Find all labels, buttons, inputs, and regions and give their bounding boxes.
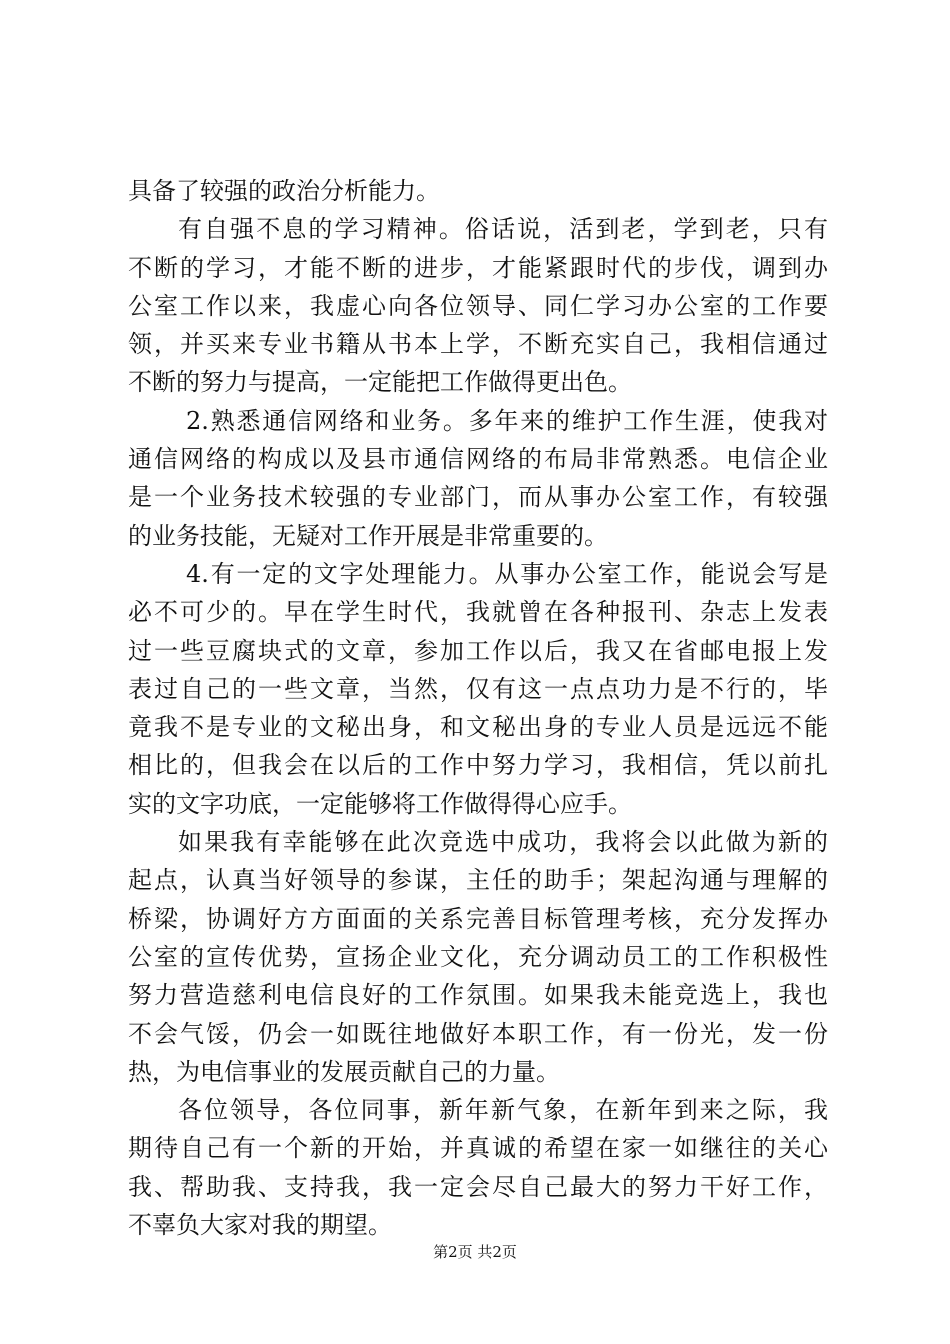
text-line: 通信网络的构成以及县市通信网络的布局非常熟悉。电信企业 [128, 445, 828, 474]
text-line: 表过自己的一些文章，当然，仅有这一点点功力是不行的，毕 [128, 674, 828, 703]
text-line: 是一个业务技术较强的专业部门，而从事办公室工作，有较强 [128, 483, 828, 512]
text-line: 起点，认真当好领导的参谋，主任的助手；架起沟通与理解的 [128, 866, 828, 895]
paragraph-writing-ability [128, 555, 828, 823]
text-line: 过一些豆腐块式的文章，参加工作以后，我又在省邮电报上发 [128, 636, 828, 665]
text-line: 相比的，但我会在以后的工作中努力学习，我相信，凭以前扎 [128, 751, 828, 780]
text-line: 不断的学习，才能不断的进步，才能紧跟时代的步伐，调到办 [128, 253, 828, 282]
text-line: 4.有一定的文字处理能力。从事办公室工作，能说会写是 [186, 559, 828, 588]
text-line: 领，并买来专业书籍从书本上学，不断充实自己，我相信通过 [128, 330, 828, 359]
text-line: 各位领导，各位同事，新年新气象，在新年到来之际，我 [178, 1096, 828, 1125]
paragraph-closing [128, 1091, 828, 1244]
paragraph-network-knowledge [128, 402, 828, 555]
text-line: 有自强不息的学习精神。俗话说，活到老，学到老，只有 [178, 215, 828, 244]
text-line: 公室工作以来，我虚心向各位领导、同仁学习办公室的工作要 [128, 291, 828, 320]
text-line: 期待自己有一个新的开始，并真诚的希望在家一如继往的关心 [128, 1134, 828, 1163]
text-line: 必不可少的。早在学生时代，我就曾在各种报刊、杂志上发表 [128, 598, 828, 627]
text-line: 的业务技能，无疑对工作开展是非常重要的。 [128, 521, 608, 550]
text-line: 努力营造慈利电信良好的工作氛围。如果我未能竞选上，我也 [128, 981, 828, 1010]
text-line: 不会气馁，仍会一如既往地做好本职工作，有一份光，发一份 [128, 1019, 828, 1048]
page-footer [0, 1242, 950, 1262]
page-number-label: 第2页 共2页 [433, 1243, 517, 1261]
text-line: 如果我有幸能够在此次竞选中成功，我将会以此做为新的 [178, 828, 828, 857]
text-line: 竟我不是专业的文秘出身，和文秘出身的专业人员是远远不能 [128, 713, 828, 742]
text-line: 公室的宣传优势，宣扬企业文化，充分调动员工的工作积极性 [128, 942, 828, 971]
text-line: 热，为电信事业的发展贡献自己的力量。 [128, 1057, 560, 1086]
text-line: 不辜负大家对我的期望。 [128, 1211, 392, 1240]
text-line: 具备了较强的政治分析能力。 [128, 177, 440, 205]
text-line: 桥梁，协调好方方面面的关系完善目标管理考核，充分发挥办 [128, 904, 828, 933]
text-line: 2.熟悉通信网络和业务。多年来的维护工作生涯，使我对 [186, 406, 828, 435]
text-line: 不断的努力与提高，一定能把工作做得更出色。 [128, 368, 632, 397]
paragraph-if-elected [128, 823, 828, 1091]
paragraph-continuation [128, 172, 828, 210]
text-line: 实的文字功底，一定能够将工作做得得心应手。 [128, 789, 632, 818]
paragraph-learning-spirit [128, 210, 828, 401]
document-body [128, 172, 828, 1244]
text-line: 我、帮助我、支持我，我一定会尽自己最大的努力干好工作， [128, 1172, 828, 1201]
